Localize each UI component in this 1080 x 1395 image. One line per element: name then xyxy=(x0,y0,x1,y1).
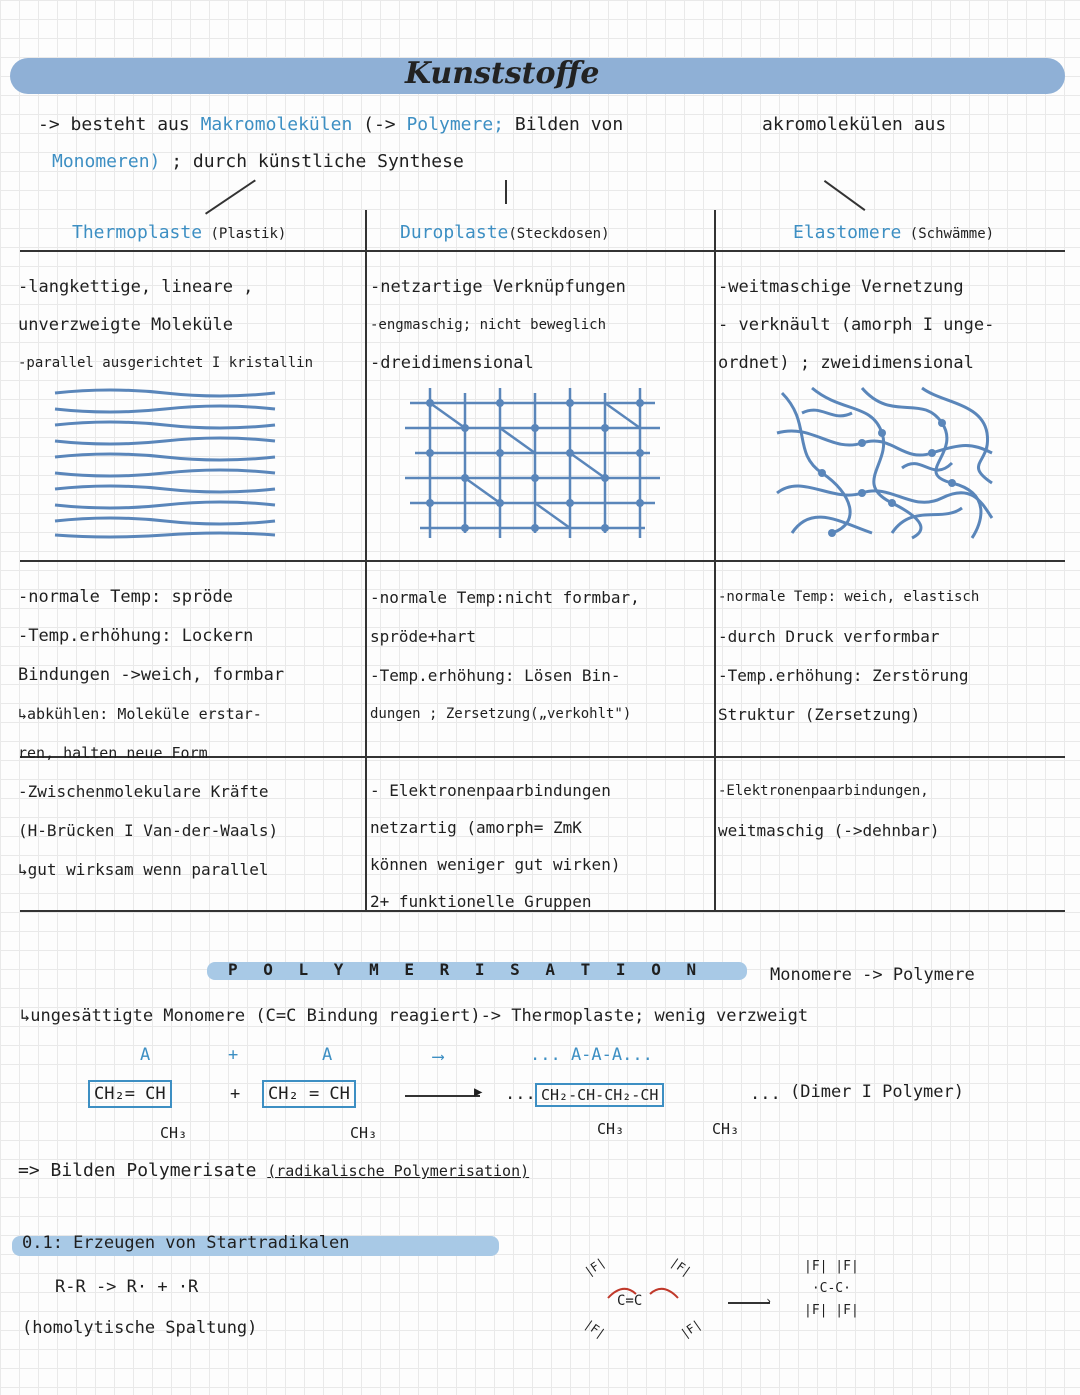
monomer-2: CH₂ = CH xyxy=(262,1080,356,1108)
elasto-structure: -weitmaschige Vernetzung - verknäult (amorph I unge- ordnet) ; zweidimensional xyxy=(718,277,995,373)
plus-sign: + xyxy=(230,1084,241,1104)
table-divider-1 xyxy=(365,210,367,910)
step-note: (homolytische Spaltung) xyxy=(22,1318,258,1338)
arrow-top: ⟶ xyxy=(433,1047,444,1067)
ch3-4: CH₃ xyxy=(712,1120,740,1138)
product-arrow-line xyxy=(728,1302,770,1304)
thermoplast-illustration xyxy=(50,385,280,540)
fluor-bottom-left: |F| xyxy=(581,1317,608,1341)
label-a2: A xyxy=(322,1045,333,1065)
connector-left xyxy=(205,179,256,214)
intro-right: akromolekülen aus xyxy=(762,114,947,135)
reaction-arrow-line xyxy=(405,1095,480,1097)
fluor-bottom-right: |F| xyxy=(677,1317,704,1341)
thermo-structure: -langkettige, lineare , unverzweigte Moleküle -parallel ausgerichtet I kristallin xyxy=(18,277,314,371)
dots-left: ... xyxy=(505,1084,536,1104)
product-arrow-head: › xyxy=(765,1294,773,1308)
dots-right: ... xyxy=(750,1084,781,1104)
product-structure: |F| |F| ·C-C· |F| |F| xyxy=(804,1259,859,1318)
elastomer-illustration xyxy=(772,383,1000,543)
intro-line-2: Monomeren) ; durch künstliche Synthese xyxy=(52,151,464,172)
fluor-top-left: |F| xyxy=(581,1255,608,1279)
table-line-header xyxy=(20,250,1065,252)
polymerisation-sub: Monomere -> Polymere xyxy=(770,965,975,985)
reaction-arrow-head: ▶ xyxy=(474,1084,483,1100)
monomer-1: CH₂= CH xyxy=(88,1080,172,1108)
thermo-forces: -Zwischenmolekulare Kräfte (H-Brücken I Van-der-Waals) ↳gut wirksam wenn parallel xyxy=(18,782,279,879)
c-double-bond: C=C xyxy=(617,1293,643,1309)
header-thermoplaste: Thermoplaste (Plastik) xyxy=(72,222,287,243)
table-line-2 xyxy=(20,560,1065,562)
duro-structure: -netzartige Verknüpfungen -engmaschig; nicht beweglich -dreidimensional xyxy=(370,277,626,373)
chain-label: ... A-A-A... xyxy=(530,1045,653,1065)
table-divider-2 xyxy=(714,210,716,910)
fluor-top-right: |F| xyxy=(667,1255,694,1279)
result-line: => Bilden Polymerisate (radikalische Polymerisation) xyxy=(18,1160,530,1181)
polymer-chain: CH₂-CH-CH₂-CH xyxy=(535,1083,664,1107)
thermo-temperature: -normale Temp: spröde -Temp.erhöhung: Lockern Bindungen ->weich, formbar ↳abkühlen: Moleküle erstar- ren, halten neue Form xyxy=(18,587,285,762)
ch3-2: CH₃ xyxy=(350,1124,378,1142)
duroplast-illustration xyxy=(400,383,670,543)
electron-shift-arrows xyxy=(598,1280,688,1306)
duro-forces: - Elektronenpaarbindungen netzartig (amorph= ZmK können weniger gut wirken) 2+ funktionelle Gruppen xyxy=(370,781,621,911)
duro-temperature: -normale Temp:nicht formbar, spröde+hart -Temp.erhöhung: Lösen Bin- dungen ; Zersetzung(„verkohlt") xyxy=(370,588,640,722)
connector-right xyxy=(824,180,866,211)
ch3-1: CH₃ xyxy=(160,1124,188,1142)
step-heading: 0.1: Erzeugen von Startradikalen xyxy=(22,1233,350,1253)
dimer-polymer-label: (Dimer I Polymer) xyxy=(790,1082,964,1102)
intro-line-1: -> besteht aus Makromolekülen (-> Polymere; Bilden von xyxy=(38,114,624,135)
ch3-3: CH₃ xyxy=(597,1120,625,1138)
elasto-forces: -Elektronenpaarbindungen, weitmaschig (->dehnbar) xyxy=(718,783,940,840)
polymerisation-heading: P O L Y M E R I S A T I O N xyxy=(228,960,705,979)
polymerisation-description: ↳ungesättigte Monomere (C=C Bindung reagiert)-> Thermoplaste; wenig verzweigt xyxy=(20,1006,809,1026)
header-duroplaste: Duroplaste(Steckdosen) xyxy=(400,222,610,243)
connector-middle xyxy=(505,180,507,204)
page-title: Kunststoffe xyxy=(405,56,600,91)
step-equation: R-R -> R· + ·R xyxy=(55,1277,199,1297)
header-elastomere: Elastomere (Schwämme) xyxy=(793,222,995,243)
elasto-temperature: -normale Temp: weich, elastisch -durch Druck verformbar -Temp.erhöhung: Zerstörung Struktur (Zersetzung) xyxy=(718,589,980,724)
label-a1: A xyxy=(140,1045,151,1065)
label-plus-top: + xyxy=(228,1045,239,1065)
